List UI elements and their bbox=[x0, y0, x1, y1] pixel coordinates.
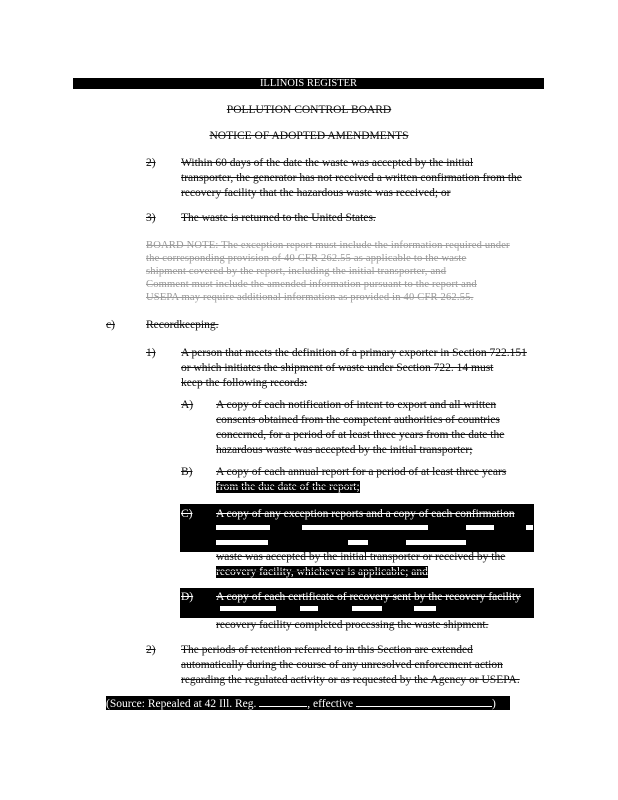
item-c-text: Recordkeeping. bbox=[146, 319, 219, 331]
reg-blank bbox=[259, 696, 307, 707]
item-3-text: The waste is returned to the United States. bbox=[181, 212, 376, 224]
redaction-gap bbox=[300, 606, 318, 611]
item-A-text: A copy of each notification of intent to export and all written consents obtained from the competent authorities of countries concerned, for a period of at least three years from the date the hazardous waste was accepted by the initial transporter; bbox=[216, 399, 505, 456]
item-c2-label: 2) bbox=[146, 644, 156, 656]
redaction-gap bbox=[216, 540, 268, 545]
item-C-label: C) bbox=[181, 508, 193, 520]
redaction-gap bbox=[406, 540, 466, 545]
item-B-text: A copy of each annual report for a period of at least three years from the due date of the report; bbox=[216, 466, 507, 493]
redaction-gap bbox=[466, 525, 494, 530]
redaction-gap bbox=[348, 540, 368, 545]
item-c1-label: 1) bbox=[146, 347, 156, 359]
item-3-label: 3) bbox=[146, 212, 156, 224]
notice-header: NOTICE OF ADOPTED AMENDMENTS bbox=[209, 130, 409, 142]
date-blank bbox=[356, 696, 492, 707]
register-header bbox=[73, 78, 544, 89]
item-D-text-top: A copy of each certificate of recovery sent by the recovery facility bbox=[216, 591, 521, 603]
item-c1-text: A person that meets the definition of a primary exporter in Section 722.151 or which initiates the shipment of waste under Section 722. 14 must keep the following records: bbox=[181, 347, 527, 389]
item-c2-text: The periods of retention referred to in this Section are extended automatically during the course of any unresolved enforcement action regarding the regulated activity or as requested by the Agency or USEPA. bbox=[181, 644, 520, 686]
redaction-gap bbox=[220, 606, 276, 611]
item-A-label: A) bbox=[181, 399, 194, 411]
redaction-gap bbox=[352, 606, 382, 611]
board-note: BOARD NOTE: The exception report must include the information required under the corresponding provision of 40 CFR 262.55 as applicable to the waste shipment covered by the report, including the initial transporter, and Comment must include the amended information pursuant to the report and USEPA may require additional information as provided in 40 CFR 262.55. bbox=[146, 240, 510, 303]
item-B-label: B) bbox=[181, 466, 193, 478]
redaction-gap bbox=[414, 606, 436, 611]
item-C-text-bottom: waste was accepted by the initial transporter or received by the recovery facility, whichever is applicable; and bbox=[216, 551, 506, 578]
register-title: ILLINOIS REGISTER bbox=[259, 78, 358, 89]
item-2-text: Within 60 days of the date the waste was accepted by the initial transporter, the generator has not received a written confirmation from the recovery facility that the hazardous waste was received; or bbox=[181, 157, 522, 199]
redaction-gap bbox=[216, 525, 270, 530]
redaction-gap bbox=[302, 525, 428, 530]
item-C-text-top: A copy of any exception reports and a copy of each confirmation bbox=[216, 508, 515, 520]
source-note: (Source: Repealed at 42 Ill. Reg. , effective ) bbox=[106, 696, 510, 710]
item-c-label: c) bbox=[106, 319, 115, 331]
item-2-label: 2) bbox=[146, 157, 156, 169]
redaction-gap bbox=[526, 525, 533, 530]
item-D-text-bottom: recovery facility completed processing the waste shipment. bbox=[216, 619, 489, 631]
board-header: POLLUTION CONTROL BOARD bbox=[226, 104, 392, 116]
item-D-label: D) bbox=[181, 591, 194, 603]
